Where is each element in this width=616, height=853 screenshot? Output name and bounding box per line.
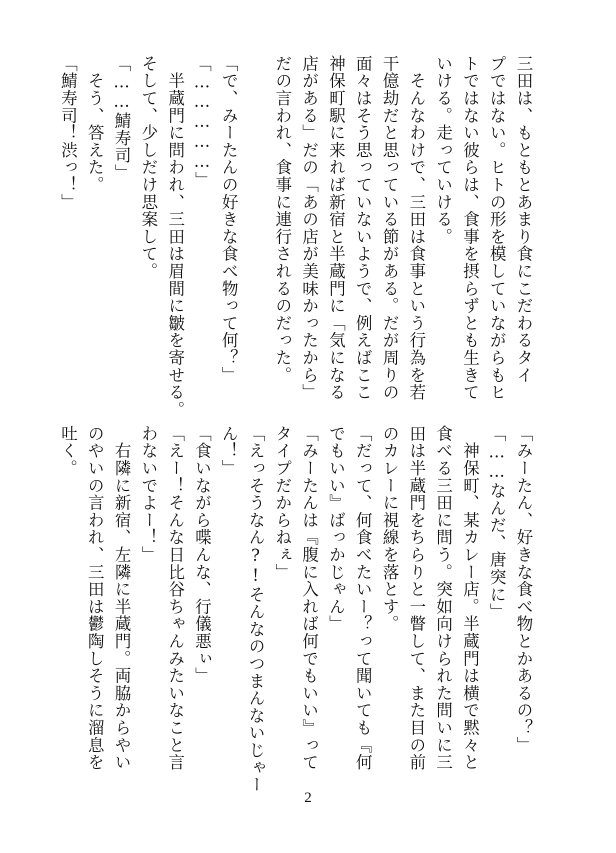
text-block-lower	[58, 425, 536, 794]
text-line: 「で、みーたんの好きな食べ物って何？」	[219, 55, 239, 384]
text-line	[241, 55, 268, 405]
text-line: 店がある」だの「あの店が美味かったから」	[299, 55, 319, 401]
page-number: 2	[304, 790, 312, 806]
text-line: 三田は、もともとあまり食にこだわるタイ	[514, 55, 533, 384]
text-line: 「みーたんは『腹に入れば何でもいい』って	[299, 425, 319, 771]
text-line: 「……なんだ、唐突に」	[487, 425, 507, 621]
text-line: ん！」	[219, 425, 239, 477]
text-line: 田は半蔵門をちらりと一瞥して、また目の前	[406, 425, 426, 771]
text-line: 半蔵門に問われ、三田は眉間に皺を寄せる。	[165, 55, 185, 419]
text-line: 面々はそう思っていないようで、例えばここ	[353, 55, 373, 401]
text-line: 「えー！そんな日比谷ちゃんみたいなこと言	[165, 425, 185, 771]
text-line: 「えっそうなん?!そんなのつまんないじゃー	[246, 425, 266, 794]
text-line: だの言われ、食事に連行されるのだった。	[272, 55, 292, 384]
text-line: そう、答えた。	[85, 55, 105, 194]
text-line: そして、少しだけ思案して。	[138, 55, 158, 280]
text-line: プではない。ヒトの形を模していながらもヒ	[487, 55, 507, 401]
text-line: 「食いながら喋んな、行儀悪ぃ」	[192, 425, 212, 685]
text-line: 神保町、某カレー店。半蔵門は横で黙々と	[460, 425, 480, 771]
text-line: 「みーたん、好きな食べ物とかあるの？」	[514, 425, 533, 754]
text-line: 食べる三田に問う。突如向けられた問いに三	[433, 425, 453, 771]
text-line: 神保町駅に来れば新宿と半蔵門に「気になる	[326, 55, 346, 401]
text-line: のカレーに視線を落とす。	[380, 425, 400, 633]
text-line: 「だって、何食べたいー？って聞いても『何	[353, 425, 373, 771]
text-line: 干億劫だと思っている節がある。だが周りの	[380, 55, 400, 401]
text-line: 「……鯖寿司」	[112, 55, 132, 182]
text-line: のやいの言われ、三田は鬱陶しそうに溜息を	[85, 425, 105, 771]
text-line: 「鯖寿司！渋っ！」	[58, 55, 78, 211]
text-line: わないでよー！」	[138, 425, 158, 564]
text-line: トではない彼らは、食事を摂らずとも生きて	[460, 55, 480, 401]
text-line: 「……………」	[192, 55, 212, 190]
text-block-upper	[58, 55, 536, 419]
text-line: タイプだからねぇ」	[272, 425, 292, 581]
text-line: 吐く。	[58, 425, 78, 477]
text-line: そんなわけで、三田は食事という行為を若	[406, 55, 426, 401]
text-line: でもいい』ばっかじゃん」	[326, 425, 346, 633]
text-line: いける。走っていける。	[433, 55, 453, 246]
text-line: 右隣に新宿、左隣に半蔵門。両脇からやい	[112, 425, 132, 771]
